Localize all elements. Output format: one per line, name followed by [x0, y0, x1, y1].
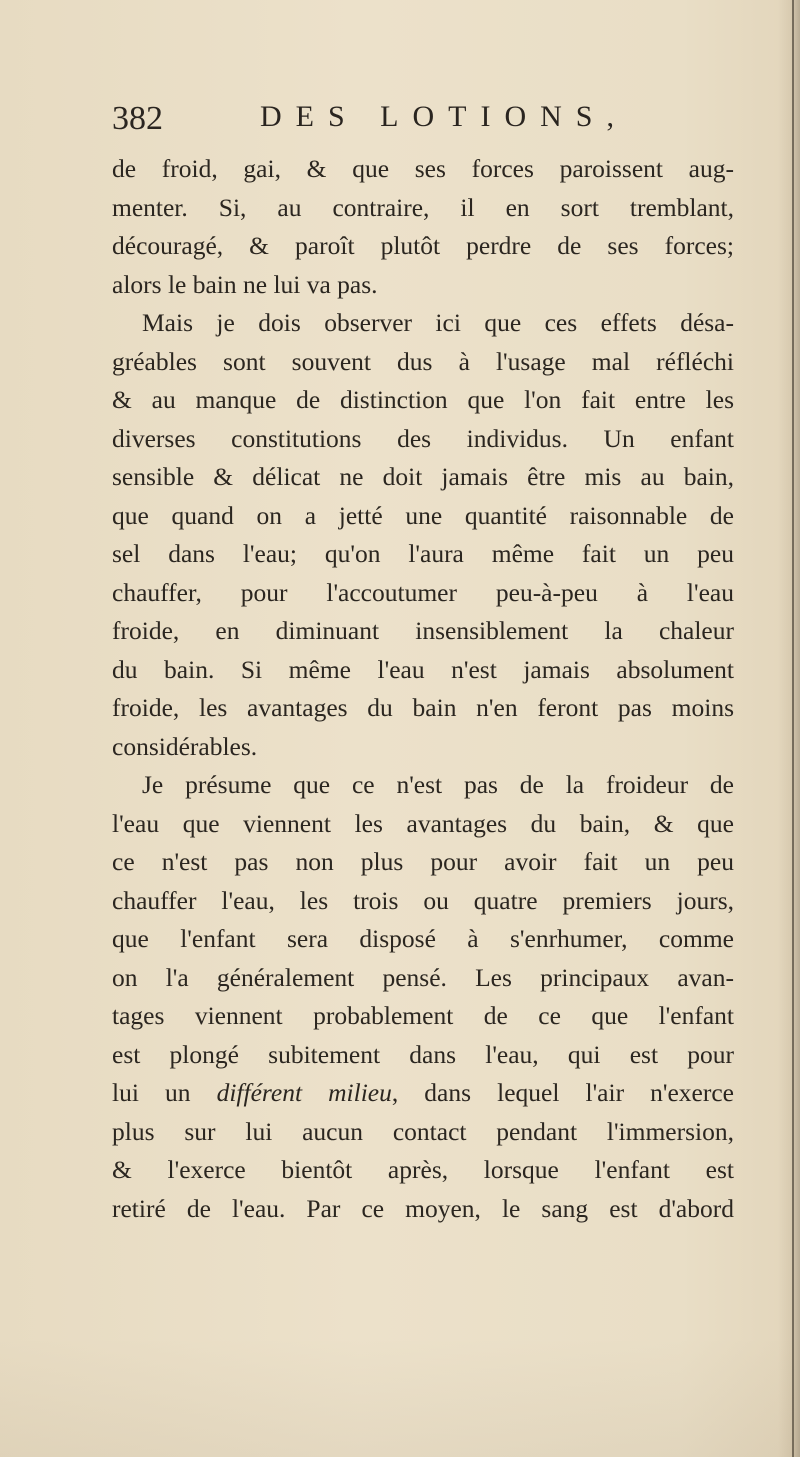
italic-phrase: différent milieu — [216, 1078, 392, 1107]
text-line: découragé, & paroît plutôt perdre de ses forces; — [112, 231, 734, 260]
text-line: plus sur lui aucun contact pendant l'immersion, — [112, 1116, 734, 1146]
text-line: tages viennent probablement de ce que l'enfant — [112, 1001, 734, 1030]
text-segment: , dans lequel l'air n'exerce — [391, 1078, 734, 1107]
running-head: DES LOTIONS, — [260, 100, 628, 133]
text-line: chauffer, pour l'accoutumer peu-à-peu à l'eau — [112, 577, 734, 607]
text-line: de froid, gai, & que ses forces paroissent aug- — [112, 154, 734, 183]
text-line: & au manque de distinction que l'on fait entre les — [112, 385, 734, 414]
text-line: alors le bain ne lui va pas. — [112, 269, 378, 299]
text-line: froide, en diminuant insensiblement la chaleur — [112, 616, 734, 645]
text-segment: lui un — [112, 1078, 191, 1107]
text-line: diverses constitutions des individus. Un enfant — [112, 423, 734, 453]
text-line: sensible & délicat ne doit jamais être mis au bain, — [112, 462, 734, 491]
text-line: sel dans l'eau; qu'on l'aura même fait un peu — [112, 539, 734, 568]
text-line: froide, les avantages du bain n'en feront pas moins — [112, 693, 734, 722]
text-line: que quand on a jetté une quantité raisonnable de — [112, 500, 734, 530]
page-bottom-shading — [0, 1337, 800, 1457]
text-line: l'eau que viennent les avantages du bain, & que — [112, 808, 734, 838]
text-line: gréables sont souvent dus à l'usage mal réfléchi — [112, 346, 734, 376]
text-line: menter. Si, au contraire, il en sort tremblant, — [112, 192, 734, 222]
text-line: Mais je dois observer ici que ces effets désa- — [142, 308, 734, 337]
text-line-mixed — [112, 1074, 734, 1113]
text-line: du bain. Si même l'eau n'est jamais absolument — [112, 654, 734, 684]
text-line: ce n'est pas non plus pour avoir fait un peu — [112, 847, 734, 876]
page-edge-shadow — [778, 0, 800, 1457]
text-line: que l'enfant sera disposé à s'enrhumer, comme — [112, 924, 734, 953]
text-line: chauffer l'eau, les trois ou quatre premiers jours, — [112, 885, 734, 915]
text-line: on l'a généralement pensé. Les principaux avan- — [112, 962, 734, 992]
text-line: retiré de l'eau. Par ce moyen, le sang est d'abord — [112, 1193, 734, 1223]
text-line: Je présume que ce n'est pas de la froideur de — [142, 770, 734, 799]
text-line: & l'exerce bientôt après, lorsque l'enfant est — [112, 1155, 734, 1184]
page-number: 382 — [112, 100, 163, 137]
text-line: est plongé subitement dans l'eau, qui est pour — [112, 1039, 734, 1069]
page-edge-line — [792, 0, 794, 1457]
body-text — [112, 150, 734, 1228]
page-header — [112, 100, 732, 146]
text-line: considérables. — [112, 731, 258, 761]
